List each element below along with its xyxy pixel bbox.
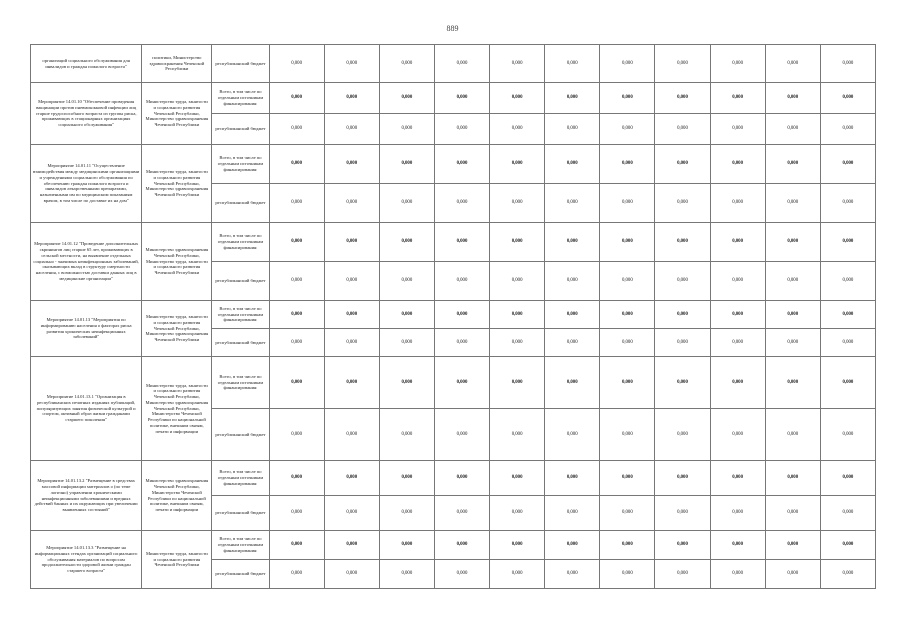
table-row xyxy=(31,223,876,262)
amount-cell: 0,000 xyxy=(545,223,600,262)
amount-cell: 0,000 xyxy=(600,329,655,357)
amount-cell: 0,000 xyxy=(820,357,875,409)
amount-cell: 0,000 xyxy=(324,262,379,301)
amount-cell: 0,000 xyxy=(820,184,875,223)
amount-cell: 0,000 xyxy=(710,83,765,114)
amount-cell: 0,000 xyxy=(434,145,489,184)
amount-cell: 0,000 xyxy=(269,145,324,184)
amount-cell: 0,000 xyxy=(379,114,434,145)
amount-cell: 0,000 xyxy=(710,531,765,560)
funding-source-cell: республиканский бюджет xyxy=(212,45,269,83)
amount-cell: 0,000 xyxy=(545,496,600,531)
amount-cell: 0,000 xyxy=(710,560,765,589)
amount-cell: 0,000 xyxy=(490,531,545,560)
amount-cell: 0,000 xyxy=(269,409,324,461)
amount-cell: 0,000 xyxy=(379,329,434,357)
executor-cell: политики, Министерство здравоохранения Чеченской Республики xyxy=(142,45,212,83)
amount-cell: 0,000 xyxy=(655,114,710,145)
amount-cell: 0,000 xyxy=(765,409,820,461)
amount-cell: 0,000 xyxy=(600,301,655,329)
amount-cell: 0,000 xyxy=(655,45,710,83)
amount-cell: 0,000 xyxy=(434,329,489,357)
amount-cell: 0,000 xyxy=(820,531,875,560)
amount-cell: 0,000 xyxy=(820,262,875,301)
amount-cell: 0,000 xyxy=(820,223,875,262)
amount-cell: 0,000 xyxy=(269,223,324,262)
amount-cell: 0,000 xyxy=(600,357,655,409)
amount-cell: 0,000 xyxy=(379,496,434,531)
amount-cell: 0,000 xyxy=(765,45,820,83)
amount-cell: 0,000 xyxy=(545,145,600,184)
amount-cell: 0,000 xyxy=(545,301,600,329)
amount-cell: 0,000 xyxy=(820,83,875,114)
amount-cell: 0,000 xyxy=(765,223,820,262)
amount-cell: 0,000 xyxy=(765,83,820,114)
amount-cell: 0,000 xyxy=(600,409,655,461)
amount-cell: 0,000 xyxy=(655,461,710,496)
measure-name-cell: Мероприятие 14.01.13.2 "Размещение в средствах массовой информации материалов о (по теме логично) управлении хроническими неинфекционными заболеваниями и вредных действий банных и их окружающих при увеличении выявленных состояний" xyxy=(31,461,142,531)
amount-cell: 0,000 xyxy=(655,329,710,357)
amount-cell: 0,000 xyxy=(379,184,434,223)
amount-cell: 0,000 xyxy=(379,83,434,114)
amount-cell: 0,000 xyxy=(655,223,710,262)
amount-cell: 0,000 xyxy=(434,184,489,223)
amount-cell: 0,000 xyxy=(820,145,875,184)
amount-cell: 0,000 xyxy=(710,114,765,145)
table-row xyxy=(31,145,876,184)
amount-cell: 0,000 xyxy=(269,114,324,145)
amount-cell: 0,000 xyxy=(434,496,489,531)
amount-cell: 0,000 xyxy=(765,184,820,223)
amount-cell: 0,000 xyxy=(600,184,655,223)
amount-cell: 0,000 xyxy=(545,329,600,357)
amount-cell: 0,000 xyxy=(545,83,600,114)
amount-cell: 0,000 xyxy=(434,301,489,329)
amount-cell: 0,000 xyxy=(710,262,765,301)
amount-cell: 0,000 xyxy=(490,83,545,114)
executor-cell: Министерство труда, занятости и социального развития Чеченской Республики, Министерство здравоохранения Чеченской Республики xyxy=(142,83,212,145)
amount-cell: 0,000 xyxy=(269,329,324,357)
amount-cell: 0,000 xyxy=(600,262,655,301)
amount-cell: 0,000 xyxy=(765,262,820,301)
executor-cell: Министерство труда, занятости и социального развития Чеченской Республики xyxy=(142,531,212,589)
amount-cell: 0,000 xyxy=(765,496,820,531)
executor-cell: Министерство здравоохранения Чеченской Республики, Министерство труда, занятости и социального развития Чеченской Республики xyxy=(142,223,212,301)
funding-source-cell: Всего, в том числе по отдельным источникам финансирования: xyxy=(212,461,269,496)
amount-cell: 0,000 xyxy=(379,357,434,409)
funding-source-cell: Всего, в том числе по отдельным источникам финансирования: xyxy=(212,357,269,409)
amount-cell: 0,000 xyxy=(269,496,324,531)
amount-cell: 0,000 xyxy=(600,83,655,114)
table-row xyxy=(31,301,876,329)
table-row xyxy=(31,531,876,560)
amount-cell: 0,000 xyxy=(765,145,820,184)
funding-source-cell: Всего, в том числе по отдельным источникам финансирования: xyxy=(212,145,269,184)
amount-cell: 0,000 xyxy=(490,301,545,329)
amount-cell: 0,000 xyxy=(600,531,655,560)
measure-name-cell: Мероприятие 14.01.13.1 "Организация в республиканских печатных изданиях публикаций, популяризующих занятия физической культурой и спортом, активный образ жизни гражданами старшего поколения" xyxy=(31,357,142,461)
amount-cell: 0,000 xyxy=(379,145,434,184)
amount-cell: 0,000 xyxy=(379,461,434,496)
funding-source-cell: Всего, в том числе по отдельным источникам финансирования: xyxy=(212,223,269,262)
amount-cell: 0,000 xyxy=(490,45,545,83)
amount-cell: 0,000 xyxy=(324,357,379,409)
amount-cell: 0,000 xyxy=(490,496,545,531)
table-row xyxy=(31,83,876,114)
amount-cell: 0,000 xyxy=(545,409,600,461)
amount-cell: 0,000 xyxy=(490,223,545,262)
amount-cell: 0,000 xyxy=(324,83,379,114)
amount-cell: 0,000 xyxy=(545,531,600,560)
amount-cell: 0,000 xyxy=(269,262,324,301)
amount-cell: 0,000 xyxy=(434,83,489,114)
amount-cell: 0,000 xyxy=(655,496,710,531)
amount-cell: 0,000 xyxy=(324,145,379,184)
amount-cell: 0,000 xyxy=(820,560,875,589)
amount-cell: 0,000 xyxy=(655,301,710,329)
amount-cell: 0,000 xyxy=(490,114,545,145)
amount-cell: 0,000 xyxy=(379,45,434,83)
amount-cell: 0,000 xyxy=(490,409,545,461)
amount-cell: 0,000 xyxy=(655,145,710,184)
amount-cell: 0,000 xyxy=(434,114,489,145)
amount-cell: 0,000 xyxy=(820,301,875,329)
amount-cell: 0,000 xyxy=(269,560,324,589)
amount-cell: 0,000 xyxy=(820,496,875,531)
funding-source-cell: республиканский бюджет xyxy=(212,114,269,145)
amount-cell: 0,000 xyxy=(324,301,379,329)
amount-cell: 0,000 xyxy=(820,45,875,83)
amount-cell: 0,000 xyxy=(379,531,434,560)
amount-cell: 0,000 xyxy=(765,301,820,329)
amount-cell: 0,000 xyxy=(765,461,820,496)
amount-cell: 0,000 xyxy=(710,329,765,357)
funding-source-cell: республиканский бюджет xyxy=(212,496,269,531)
amount-cell: 0,000 xyxy=(324,184,379,223)
amount-cell: 0,000 xyxy=(655,83,710,114)
amount-cell: 0,000 xyxy=(655,262,710,301)
amount-cell: 0,000 xyxy=(545,114,600,145)
amount-cell: 0,000 xyxy=(269,357,324,409)
amount-cell: 0,000 xyxy=(269,83,324,114)
amount-cell: 0,000 xyxy=(600,145,655,184)
amount-cell: 0,000 xyxy=(434,45,489,83)
amount-cell: 0,000 xyxy=(379,223,434,262)
measure-name-cell: Мероприятие 14.01.13 "Мероприятия по информированию населения о факторах риска развития хронических неинфекционных заболеваний" xyxy=(31,301,142,357)
amount-cell: 0,000 xyxy=(545,262,600,301)
amount-cell: 0,000 xyxy=(710,45,765,83)
measure-name-cell: Мероприятие 14.01.12 "Проведение дополнительных скринингов лиц старше 65 лет, проживающих в сельской местности, на выявление отдельных социально - значимых неинфекционных заболеваний, оказывающих вклад в структуру смертности населения, с возможностью доставки данных лиц в медицинские организации" xyxy=(31,223,142,301)
amount-cell: 0,000 xyxy=(545,184,600,223)
amount-cell: 0,000 xyxy=(324,329,379,357)
funding-source-cell: республиканский бюджет xyxy=(212,184,269,223)
amount-cell: 0,000 xyxy=(379,409,434,461)
measure-name-cell: Мероприятие 14.01.11 "Осуществление взаимодействия между медицинскими организациями и учреждениями социального обслуживания по обеспечению граждан пожилого возраста и инвалидов лекарственными препаратами, назначенными им по медицинским показаниям врачом, в том числе по доставке их на дом" xyxy=(31,145,142,223)
amount-cell: 0,000 xyxy=(765,329,820,357)
amount-cell: 0,000 xyxy=(324,409,379,461)
amount-cell: 0,000 xyxy=(545,560,600,589)
amount-cell: 0,000 xyxy=(710,301,765,329)
funding-source-cell: республиканский бюджет xyxy=(212,560,269,589)
funding-source-cell: республиканский бюджет xyxy=(212,329,269,357)
amount-cell: 0,000 xyxy=(710,357,765,409)
amount-cell: 0,000 xyxy=(434,262,489,301)
amount-cell: 0,000 xyxy=(434,223,489,262)
amount-cell: 0,000 xyxy=(434,531,489,560)
measure-name-cell: Мероприятие 14.01.13.3 "Размещение на информационных стендах организаций социального обслуживания материалов по вопросам продолжительности здоровой жизни граждан старшего возраста" xyxy=(31,531,142,589)
amount-cell: 0,000 xyxy=(324,496,379,531)
amount-cell: 0,000 xyxy=(765,357,820,409)
amount-cell: 0,000 xyxy=(820,409,875,461)
amount-cell: 0,000 xyxy=(269,301,324,329)
amount-cell: 0,000 xyxy=(490,145,545,184)
amount-cell: 0,000 xyxy=(600,560,655,589)
amount-cell: 0,000 xyxy=(490,461,545,496)
amount-cell: 0,000 xyxy=(490,329,545,357)
amount-cell: 0,000 xyxy=(434,357,489,409)
amount-cell: 0,000 xyxy=(600,496,655,531)
amount-cell: 0,000 xyxy=(600,114,655,145)
amount-cell: 0,000 xyxy=(269,45,324,83)
amount-cell: 0,000 xyxy=(655,184,710,223)
amount-cell: 0,000 xyxy=(655,409,710,461)
executor-cell: Министерство здравоохранения Чеченской Республики, Министерство Чеченской Республики по национальной политике, внешним связям, печати и информации xyxy=(142,461,212,531)
amount-cell: 0,000 xyxy=(820,114,875,145)
executor-cell: Министерство труда, занятости и социального развития Чеченской Республики, Министерство здравоохранения Чеченской Республики xyxy=(142,145,212,223)
amount-cell: 0,000 xyxy=(765,114,820,145)
amount-cell: 0,000 xyxy=(655,357,710,409)
amount-cell: 0,000 xyxy=(820,461,875,496)
funding-source-cell: Всего, в том числе по отдельным источникам финансирования: xyxy=(212,531,269,560)
amount-cell: 0,000 xyxy=(600,223,655,262)
funding-source-cell: республиканский бюджет xyxy=(212,262,269,301)
amount-cell: 0,000 xyxy=(710,409,765,461)
amount-cell: 0,000 xyxy=(434,409,489,461)
page-number: 889 xyxy=(446,24,459,33)
amount-cell: 0,000 xyxy=(765,560,820,589)
amount-cell: 0,000 xyxy=(545,45,600,83)
amount-cell: 0,000 xyxy=(655,560,710,589)
amount-cell: 0,000 xyxy=(765,531,820,560)
funding-source-cell: Всего, в том числе по отдельным источникам финансирования: xyxy=(212,83,269,114)
amount-cell: 0,000 xyxy=(490,560,545,589)
amount-cell: 0,000 xyxy=(490,357,545,409)
amount-cell: 0,000 xyxy=(600,461,655,496)
funding-source-cell: Всего, в том числе по отдельным источникам финансирования: xyxy=(212,301,269,329)
amount-cell: 0,000 xyxy=(600,45,655,83)
measure-name-cell: организаций социального обслуживания для инвалидов и граждан пожилого возраста" xyxy=(31,45,142,83)
executor-cell: Министерство труда, занятости и социального развития Чеченской Республики, Министерство здравоохранения Чеченской Республики, Министерство Чеченской Республики по национальной политике, внешним связям, печати и информации xyxy=(142,357,212,461)
amount-cell: 0,000 xyxy=(324,114,379,145)
amount-cell: 0,000 xyxy=(324,461,379,496)
amount-cell: 0,000 xyxy=(379,301,434,329)
funding-source-cell: республиканский бюджет xyxy=(212,409,269,461)
amount-cell: 0,000 xyxy=(269,184,324,223)
executor-cell: Министерство труда, занятости и социального развития Чеченской Республики, Министерство здравоохранения Чеченской Республики xyxy=(142,301,212,357)
amount-cell: 0,000 xyxy=(710,145,765,184)
amount-cell: 0,000 xyxy=(490,262,545,301)
budget-table xyxy=(30,44,876,589)
amount-cell: 0,000 xyxy=(269,461,324,496)
amount-cell: 0,000 xyxy=(434,560,489,589)
amount-cell: 0,000 xyxy=(655,531,710,560)
amount-cell: 0,000 xyxy=(324,560,379,589)
amount-cell: 0,000 xyxy=(710,184,765,223)
table-row xyxy=(31,357,876,409)
amount-cell: 0,000 xyxy=(434,461,489,496)
table-row xyxy=(31,45,876,83)
amount-cell: 0,000 xyxy=(379,262,434,301)
amount-cell: 0,000 xyxy=(324,45,379,83)
amount-cell: 0,000 xyxy=(324,531,379,560)
amount-cell: 0,000 xyxy=(269,531,324,560)
amount-cell: 0,000 xyxy=(379,560,434,589)
amount-cell: 0,000 xyxy=(710,496,765,531)
measure-name-cell: Мероприятие 14.01.10 "Обеспечение проведения вакцинации против пневмококковой инфекции лиц старше трудоспособного возраста из группы риска, проживающих в стационарных организациях социального обслуживания" xyxy=(31,83,142,145)
amount-cell: 0,000 xyxy=(710,461,765,496)
amount-cell: 0,000 xyxy=(545,461,600,496)
amount-cell: 0,000 xyxy=(820,329,875,357)
table-row xyxy=(31,461,876,496)
amount-cell: 0,000 xyxy=(324,223,379,262)
amount-cell: 0,000 xyxy=(710,223,765,262)
amount-cell: 0,000 xyxy=(545,357,600,409)
amount-cell: 0,000 xyxy=(490,184,545,223)
